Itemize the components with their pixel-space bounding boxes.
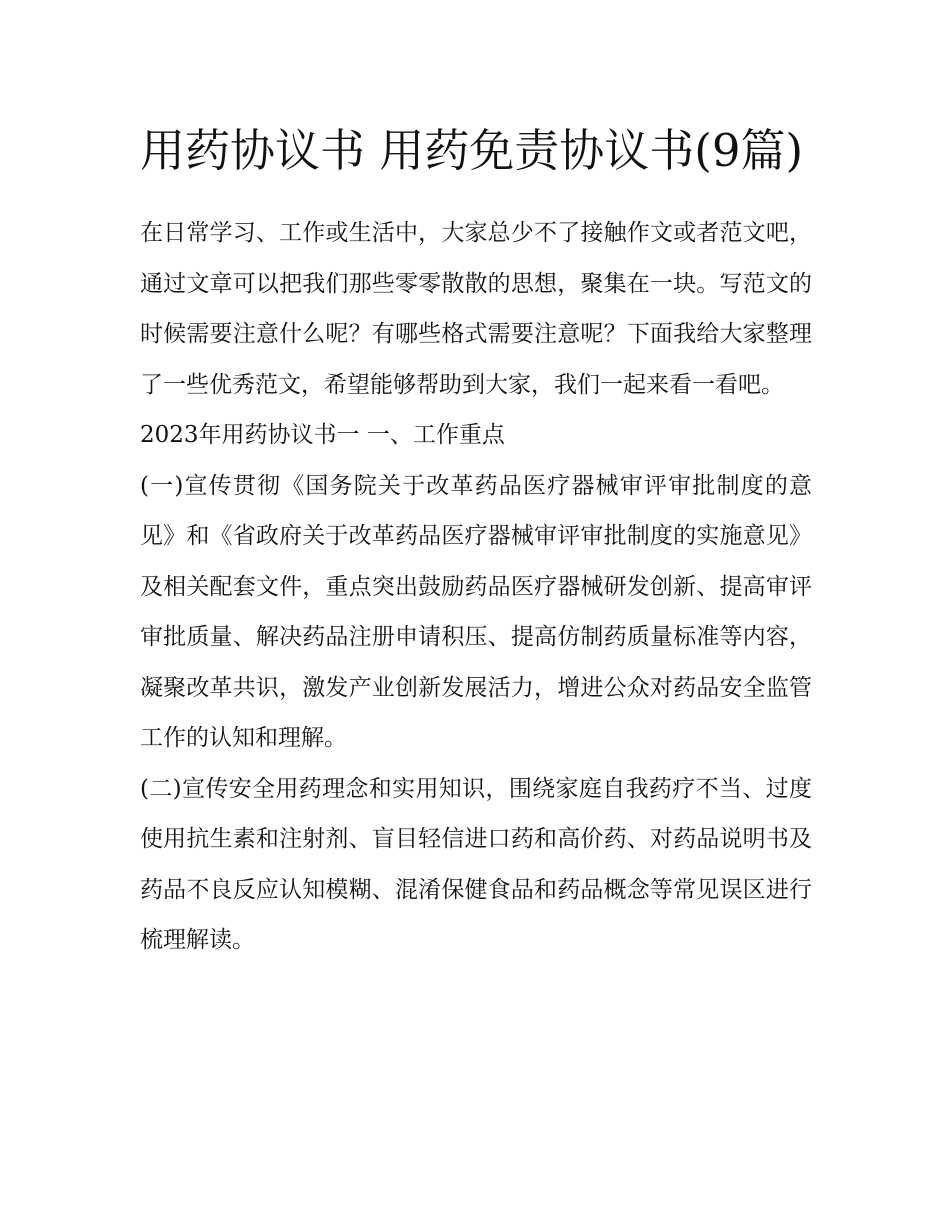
body-paragraph-2: (二)宣传安全用药理念和实用知识，围绕家庭自我药疗不当、过度使用抗生素和注射剂、盲目轻信进口药和高价药、对药品说明书及药品不良反应认知模糊、混淆保健食品和药品概念等常见误区进行梳理解读。 [140, 775, 812, 953]
intro-paragraph: 在日常学习、工作或生活中，大家总少不了接触作文或者范文吧，通过文章可以把我们那些零零散散的思想，聚集在一块。写范文的时候需要注意什么呢？有哪些格式需要注意呢？下面我给大家整理了一些优秀范文，希望能够帮助到大家，我们一起来看一看吧。 [140, 220, 812, 398]
section-heading: 2023年用药协议书一 一、工作重点 [140, 422, 505, 448]
body-paragraph-1: (一)宣传贯彻《国务院关于改革药品医疗器械审评审批制度的意见》和《省政府关于改革药品医疗器械审评审批制度的实施意见》及相关配套文件，重点突出鼓励药品医疗器械研发创新、提高审评审批质量、解决药品注册申请积压、提高仿制药质量标准等内容，凝聚改革共识，激发产业创新发展活力，增进公众对药品安全监管工作的认知和理解。 [140, 472, 812, 751]
document-title: 用药协议书 用药免责协议书(9篇) [140, 124, 804, 177]
document-page [140, 112, 812, 966]
